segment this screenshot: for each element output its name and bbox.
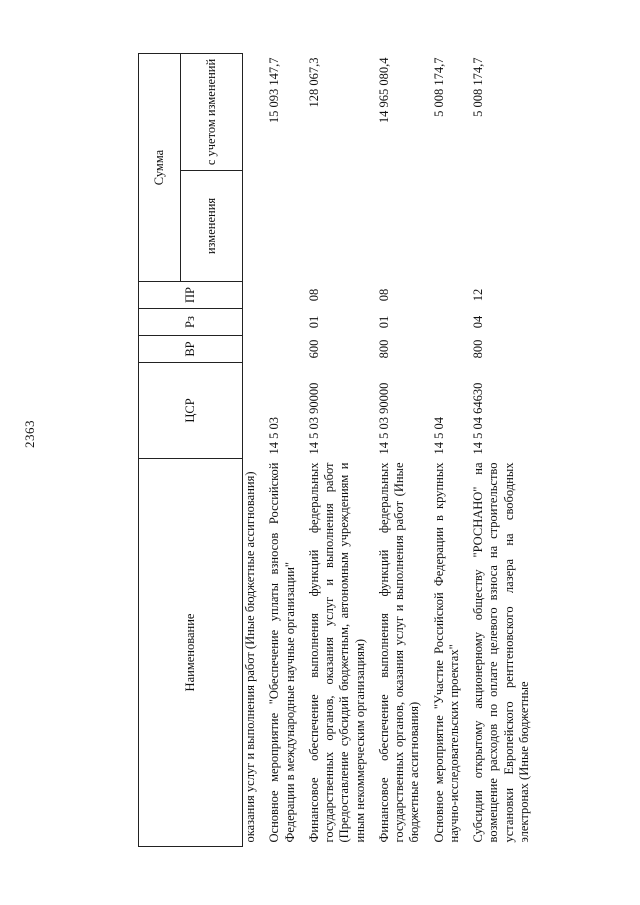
row-vr xyxy=(262,336,302,363)
row-pr: 08 xyxy=(376,288,391,302)
row-name: Субсидии открытому акционерному обществу "РОСНАНО" на возмещение расходов по оплате целевого взноса на строительство установки Европейского рентгеновского лазера на свободных электронах (Иные бюджетные xyxy=(471,462,531,843)
table-row xyxy=(466,54,536,847)
row-vr: 600 xyxy=(306,339,321,359)
row-pr xyxy=(427,282,467,309)
header-changes: изменения xyxy=(181,171,243,282)
row-pr: 08 xyxy=(306,288,321,302)
budget-table xyxy=(138,53,536,847)
row-rz xyxy=(262,309,302,336)
header-pr: ПР xyxy=(139,282,243,309)
row-total: 128 067,3 xyxy=(306,57,321,108)
page-number: 2363 xyxy=(22,420,37,448)
budget-table-sheet xyxy=(138,54,538,847)
row-total: 15 093 147,7 xyxy=(267,57,282,124)
row-csr: 14 5 04 xyxy=(431,417,446,455)
row-rz: 01 xyxy=(376,315,391,329)
row-changes xyxy=(372,171,427,282)
header-rz: Рз xyxy=(139,309,243,336)
row-name: Основное мероприятие "Участие Российской Федерации в крупных научно-исследовательских проектах" xyxy=(431,462,461,843)
row-csr: 14 5 03 90000 xyxy=(376,382,391,455)
row-vr: 800 xyxy=(471,339,485,359)
table-row xyxy=(243,54,263,847)
row-vr: 800 xyxy=(376,339,391,359)
table-row xyxy=(427,54,467,847)
row-rz xyxy=(243,309,263,336)
row-pr xyxy=(243,282,263,309)
table-row xyxy=(262,54,302,847)
row-csr: 14 5 03 90000 xyxy=(306,382,321,455)
row-pr: 12 xyxy=(471,288,485,302)
row-name: оказания услуг и выполнения работ (Иные бюджетные ассигнования) xyxy=(243,471,257,843)
row-name: Основное мероприятие "Обеспечение уплаты взносов Российской Федерации в международные научные организации" xyxy=(267,462,297,843)
row-csr: 14 5 04 64630 xyxy=(471,382,485,455)
table-row xyxy=(372,54,427,847)
row-vr xyxy=(427,336,467,363)
row-changes xyxy=(302,171,372,282)
row-rz: 01 xyxy=(306,315,321,329)
row-total: 14 965 080,4 xyxy=(376,57,391,124)
row-total: 5 008 174,7 xyxy=(471,57,485,117)
header-sum: Сумма xyxy=(139,54,181,282)
row-pr xyxy=(262,282,302,309)
row-rz: 04 xyxy=(471,315,485,329)
row-csr xyxy=(243,363,263,459)
row-name: Финансовое обеспечение выполнения функций федеральных государственных органов, оказания услуг и выполнения работ (Иные бюджетные ассигнования) xyxy=(376,462,422,843)
table-body xyxy=(243,54,537,847)
row-changes xyxy=(262,171,302,282)
row-total: 5 008 174,7 xyxy=(431,57,446,117)
header-vr: ВР xyxy=(139,336,243,363)
header-name: Наименование xyxy=(139,459,243,847)
table-header xyxy=(139,54,243,847)
table-row xyxy=(302,54,372,847)
row-vr xyxy=(243,336,263,363)
row-name: Финансовое обеспечение выполнения функций федеральных государственных органов, оказания услуг и выполнения работ (Предоставление субсидий бюджетным, автономным учреждениям и иным некоммерческим организациям) xyxy=(306,462,367,843)
header-csr: ЦСР xyxy=(139,363,243,459)
row-rz xyxy=(427,309,467,336)
row-changes xyxy=(427,171,467,282)
row-total xyxy=(243,54,263,171)
row-changes xyxy=(466,171,536,282)
row-changes xyxy=(243,171,263,282)
row-csr: 14 5 03 xyxy=(267,417,282,455)
header-with-changes: с учетом изменений xyxy=(181,54,243,171)
